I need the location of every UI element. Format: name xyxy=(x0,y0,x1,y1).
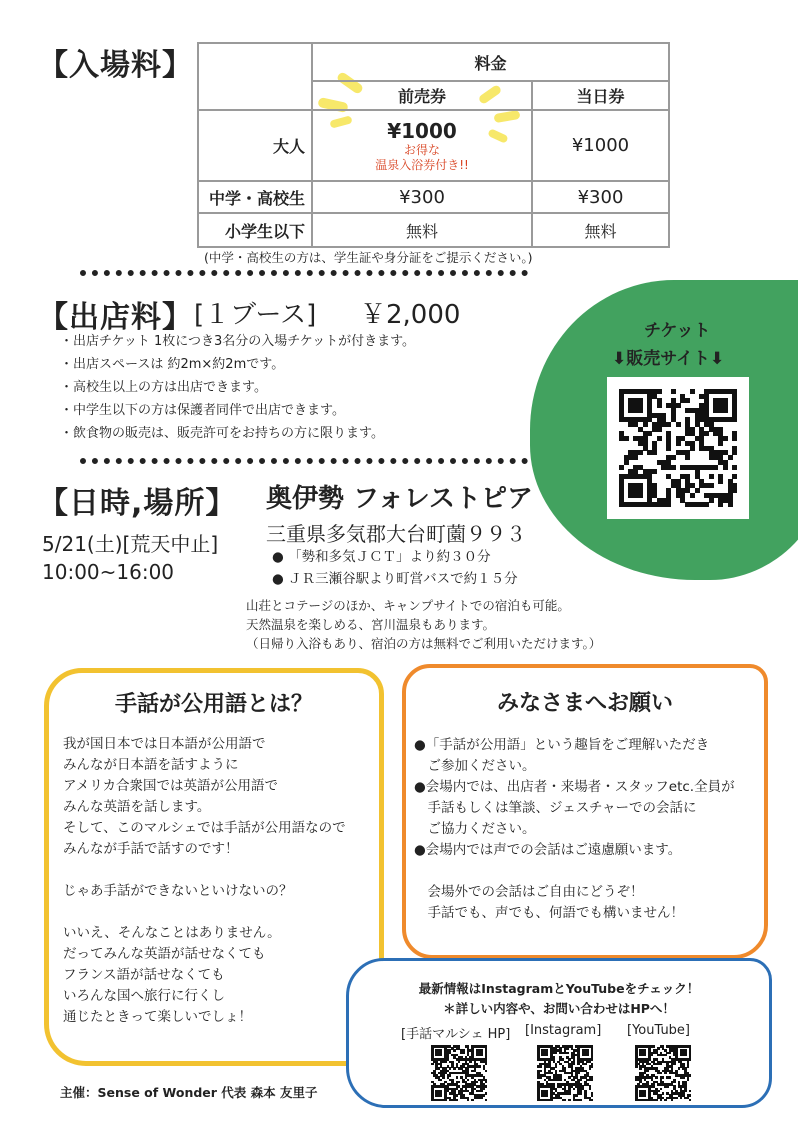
text-line: だってみんな英語が話せなくても xyxy=(63,946,266,962)
text-line xyxy=(63,902,379,923)
adult-advance-note-2: 温泉入浴券付き!! xyxy=(375,157,469,172)
text-line xyxy=(63,860,379,881)
price-header: 料金 xyxy=(312,43,669,81)
event-time: 10:00~16:00 xyxy=(42,560,175,584)
link-hp[interactable]: [手話マルシェ HP] xyxy=(401,1027,511,1042)
row-label-child: 小学生以下 xyxy=(198,213,312,247)
ticket-sale-label: ⬇販売サイト⬇ xyxy=(612,349,725,369)
text-line: そして、このマルシェでは手話が公用語なので xyxy=(63,820,346,836)
adult-day-price: ¥1000 xyxy=(532,110,669,181)
text-line: みんなが手話で話すのです！ xyxy=(63,841,239,857)
list-item: ・出店チケット 1枚につき3名分の入場チケットが付きます。 xyxy=(60,334,416,349)
request-box-title: みなさまへお願い xyxy=(496,691,673,716)
event-date: 5/21(土)[荒天中止] xyxy=(42,532,219,556)
divider xyxy=(80,458,528,464)
text-line: ●会場内では、出店者・来場者・スタッフetc.全員が xyxy=(414,779,735,795)
text-line: 通じたときって楽しいでしょ！ xyxy=(63,1009,252,1025)
entrance-fee-heading: 【入場料】 xyxy=(38,48,193,83)
student-day-price: ¥300 xyxy=(532,181,669,213)
ticket-qr-card[interactable] xyxy=(607,377,749,519)
venue-notes xyxy=(246,596,601,653)
venue-address: 三重県多気郡大台町薗９９３ xyxy=(266,522,526,546)
instagram-qr-code[interactable] xyxy=(537,1045,593,1101)
booth-unit: [１ブース] xyxy=(194,300,317,330)
list-item: ・出店スペースは 約2m×約2mです。 xyxy=(60,357,285,372)
access-list xyxy=(272,546,518,590)
ticket-qr-code[interactable] xyxy=(619,389,737,507)
list-item: ・飲食物の販売は、販売許可をお持ちの方に限ります。 xyxy=(60,426,384,441)
booth-rules xyxy=(60,330,530,445)
sign-language-box xyxy=(44,668,384,1066)
list-item: ● ＪＲ三瀬谷駅より町営バスで約１５分 xyxy=(272,571,518,587)
table-corner xyxy=(198,43,312,110)
request-box-text xyxy=(414,735,764,924)
text-line: 我が国日本では日本語が公用語で xyxy=(63,736,266,752)
info-line-2: ＊詳しい内容や、お問い合わせはHPへ！ xyxy=(443,1001,675,1016)
adult-advance-note-1: お得な xyxy=(403,142,440,157)
info-box xyxy=(346,958,772,1108)
text-line: 手話でも、声でも、何語でも構いません！ xyxy=(414,905,684,921)
text-line: いいえ、そんなことはありません。 xyxy=(63,925,281,941)
text-line: じゃあ手話ができないといけないの？ xyxy=(63,883,293,899)
text-line: フランス語が話せなくても xyxy=(63,967,225,983)
day-header: 当日券 xyxy=(532,81,669,110)
text-line: いろんな国へ旅行に行くし xyxy=(63,988,225,1004)
sign-box-title: 手話が公用語とは？ xyxy=(114,692,313,717)
text-line: ●「手話が公用語」という趣旨をご理解いただき xyxy=(414,737,710,753)
link-instagram[interactable]: [Instagram] xyxy=(525,1023,602,1038)
text-line: 手話もしくは筆談、ジェスチャーでの会話に xyxy=(414,800,697,816)
text-line xyxy=(414,861,764,882)
child-day-price: 無料 xyxy=(532,213,669,247)
organizer: 主催：Sense of Wonder 代表 森本 友里子 xyxy=(60,1085,318,1100)
row-label-student: 中学・高校生 xyxy=(198,181,312,213)
hp-qr-code[interactable] xyxy=(431,1045,487,1101)
list-item: ・中学生以下の方は保護者同伴で出店できます。 xyxy=(60,403,345,418)
text-line: ご協力ください。 xyxy=(414,821,536,837)
fee-note: (中学・高校生の方は、学生証や身分証をご提示ください。) xyxy=(204,250,533,265)
divider xyxy=(80,270,528,276)
note-line: （日帰り入浴もあり、宿泊の方は無料でご利用いただけます。） xyxy=(246,636,602,651)
note-line: 山荘とコテージのほか、キャンプサイトでの宿泊も可能。 xyxy=(246,598,570,613)
note-line: 天然温泉を楽しめる、宮川温泉もあります。 xyxy=(246,617,496,632)
info-line-1: 最新情報はInstagramとYouTubeをチェック！ xyxy=(418,981,700,996)
child-advance-price: 無料 xyxy=(312,213,532,247)
text-line: ご参加ください。 xyxy=(414,758,536,774)
ticket-label: チケット xyxy=(644,321,711,341)
list-item: ・高校生以上の方は出店できます。 xyxy=(60,380,267,395)
sign-box-text xyxy=(63,734,379,1028)
request-box xyxy=(402,664,768,959)
row-label-adult: 大人 xyxy=(198,110,312,181)
youtube-qr-code[interactable] xyxy=(635,1045,691,1101)
text-line: みんなが日本語を話すように xyxy=(63,757,239,773)
schedule-heading: 【日時,場所】 xyxy=(38,486,237,521)
list-item: ● 「勢和多気ＪＣＴ」より約３０分 xyxy=(272,549,491,565)
text-line: ●会場内では声での会話はご遠慮願います。 xyxy=(414,842,682,858)
advance-header: 前売券 xyxy=(312,81,532,110)
booth-price: ￥2,000 xyxy=(360,300,461,330)
entrance-fee-table xyxy=(197,42,670,248)
text-line: 会場外での会話はご自由にどうぞ！ xyxy=(414,884,644,900)
adult-advance-price: ¥1000 xyxy=(387,118,457,143)
text-line: みんな英語を話します。 xyxy=(63,799,211,815)
booth-fee-heading: 【出店料】 xyxy=(38,300,193,335)
link-youtube[interactable]: [YouTube] xyxy=(627,1023,691,1038)
student-advance-price: ¥300 xyxy=(312,181,532,213)
venue-name: 奥伊勢 フォレストピア xyxy=(266,484,533,514)
adult-advance-cell xyxy=(312,110,532,181)
text-line: アメリカ合衆国では英語が公用語で xyxy=(63,778,279,794)
